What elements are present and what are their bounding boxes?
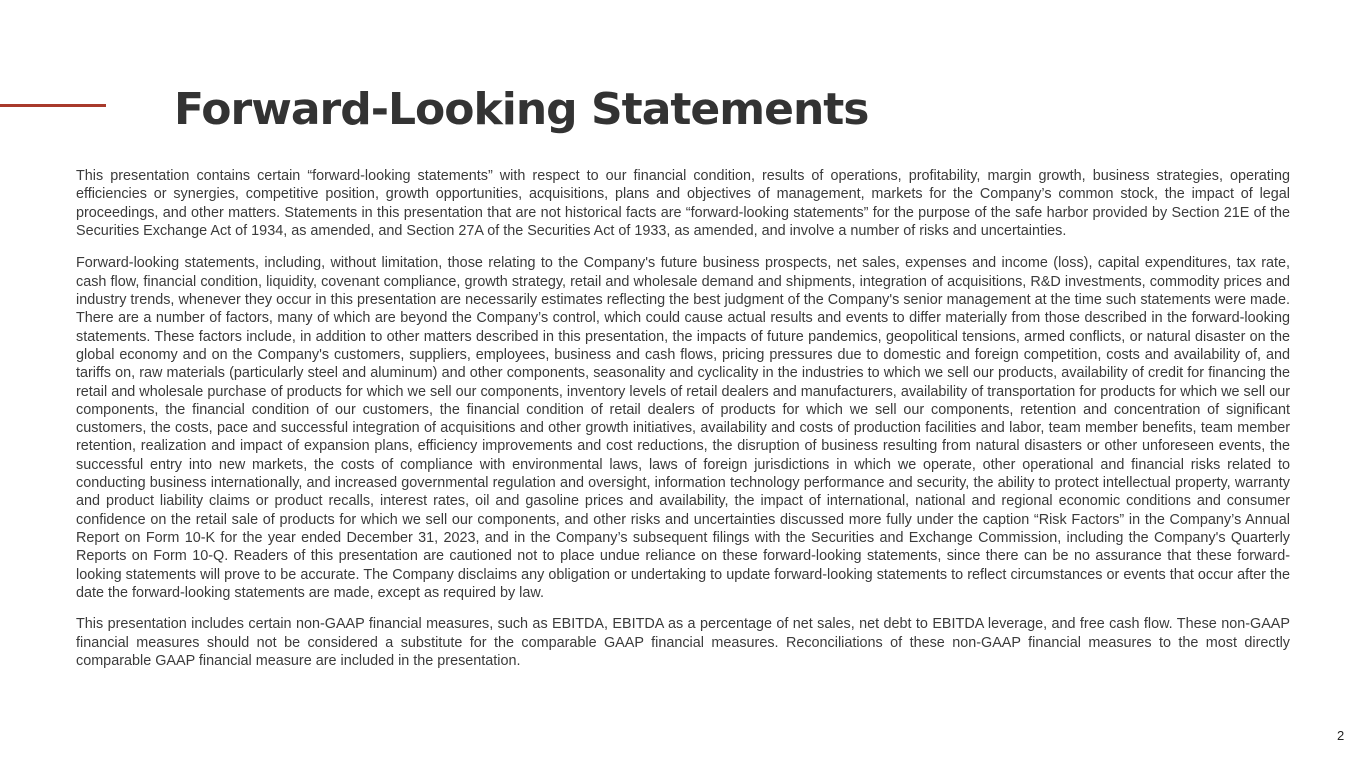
paragraph-forward-looking-intro: This presentation contains certain “forward-looking statements” with respect to our financial condition, results of operations, profitability, margin growth, business strategies, operating efficiencies or synergies, competitive position, growth opportunities, acquisitions, plans and objectives of management, markets for the Company’s common stock, the impact of legal proceedings, and other matters. Statements in this presentation that are not historical facts are “forward-looking statements” for the purpose of the safe harbor provided by Section 21E of the Securities Exchange Act of 1934, as amended, and Section 27A of the Securities Act of 1933, as amended, and involve a number of risks and uncertainties. — [76, 168, 1290, 239]
title-accent-rule — [0, 104, 106, 107]
paragraph-non-gaap: This presentation includes certain non-GAAP financial measures, such as EBITDA, EBITDA as a percentage of net sales, net debt to EBITDA leverage, and free cash flow. These non-GAAP financial measures should not be considered a substitute for the comparable GAAP financial measures. Reconciliations of these non-GAAP financial measures to the most directly comparable GAAP financial measure are included in the presentation. — [76, 616, 1290, 669]
slide-body — [76, 167, 1290, 670]
paragraph-risk-factors: Forward-looking statements, including, without limitation, those relating to the Company's future business prospects, net sales, expenses and income (loss), capital expenditures, tax rate, cash flow, financial condition, liquidity, covenant compliance, growth strategy, retail and wholesale demand and shipments, integration of acquisitions, R&D investments, commodity prices and industry trends, whenever they occur in this presentation are necessarily estimates reflecting the best judgment of the Company's senior management at the time such statements were made. There are a number of factors, many of which are beyond the Company’s control, which could cause actual results and events to differ materially from those described in the forward-looking statements. These factors include, in addition to other matters described in this presentation, the impacts of future pandemics, geopolitical tensions, armed conflicts, or natural disaster on the global economy and on the Company's customers, suppliers, employees, business and cash flows, pricing pressures due to domestic and foreign competition, costs and availability of, and tariffs on, raw materials (particularly steel and aluminum) and other components, seasonality and cyclicality in the industries to which we sell our products, availability of credit for financing the retail and wholesale purchase of products for which we sell our components, inventory levels of retail dealers and manufacturers, availability of transportation for products for which we sell our components, the financial condition of our customers, the financial condition of retail dealers of products for which we sell our components, retention and concentration of significant customers, the costs, pace and successful integration of acquisitions and other growth initiatives, availability and costs of production facilities and labor, team member benefits, team member retention, realization and impact of expansion plans, efficiency improvements and cost reductions, the disruption of business resulting from natural disasters or other unforeseen events, the successful entry into new markets, the costs of compliance with environmental laws, laws of foreign jurisdictions in which we operate, other operational and financial risks related to conducting business internationally, and increased governmental regulation and oversight, information technology performance and security, the ability to protect intellectual property, warranty and product liability claims or product recalls, interest rates, oil and gasoline prices and availability, the impact of international, national and regional economic conditions and consumer confidence on the retail sale of products for which we sell our components, and other risks and uncertainties discussed more fully under the caption “Risk Factors” in the Company’s Annual Report on Form 10-K for the year ended December 31, 2023, and in the Company’s subsequent filings with the Securities and Exchange Commission, including the Company's Quarterly Reports on Form 10-Q. Readers of this presentation are cautioned not to place undue reliance on these forward-looking statements, since there can be no assurance that these forward-looking statements will prove to be accurate. The Company disclaims any obligation or undertaking to update forward-looking statements to reflect circumstances or events that occur after the date the forward-looking statements are made, except as required by law. — [76, 255, 1290, 601]
slide-title: Forward-Looking Statements — [174, 84, 869, 135]
page-number: 2 — [1337, 728, 1345, 743]
